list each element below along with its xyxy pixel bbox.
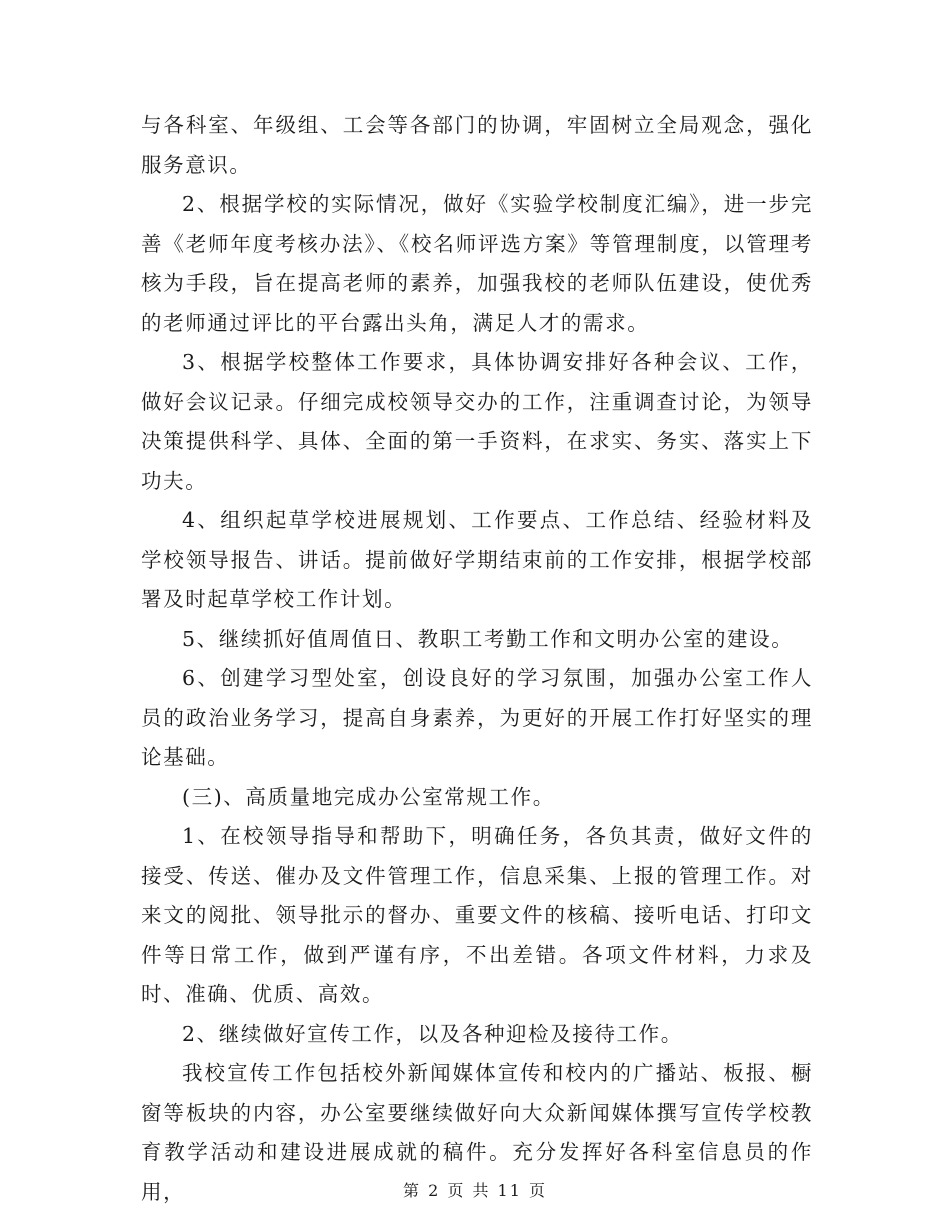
document-body xyxy=(141,106,813,1212)
paragraph-item-3: 3、根据学校整体工作要求，具体协调安排好各种会议、工作，做好会议记录。仔细完成校领导交办的工作，注重调查讨论，为领导决策提供科学、具体、全面的第一手资料，在求实、务实、落实上下功夫。 xyxy=(141,350,813,493)
paragraph-item-5: 5、继续抓好值周值日、教职工考勤工作和文明办公室的建设。 xyxy=(182,626,794,651)
paragraph-continuation: 与各科室、年级组、工会等各部门的协调，牢固树立全局观念，强化服务意识。 xyxy=(141,113,813,177)
paragraph-item-6: 6、创建学习型处室，创设良好的学习氛围，加强办公室工作人员的政治业务学习，提高自身素养，为更好的开展工作打好坚实的理论基础。 xyxy=(141,666,813,769)
paragraph-item-1: 1、在校领导指导和帮助下，明确任务，各负其责，做好文件的接受、传送、催办及文件管理工作，信息采集、上报的管理工作。对来文的阅批、领导批示的督办、重要文件的核稿、接听电话、打印文件等日常工作，做到严谨有序，不出差错。各项文件材料，力求及时、准确、优质、高效。 xyxy=(141,824,813,1006)
paragraph-item-2: 2、根据学校的实际情况，做好《实验学校制度汇编》，进一步完善《老师年度考核办法》、《校名师评选方案》等管理制度，以管理考核为手段，旨在提高老师的素养，加强我校的老师队伍建设，使优秀的老师通过评比的平台露出头角，满足人才的需求。 xyxy=(141,192,813,335)
section-heading: (三)、高质量地完成办公室常规工作。 xyxy=(182,784,555,809)
paragraph-item-4: 4、组织起草学校进展规划、工作要点、工作总结、经验材料及学校领导报告、讲话。提前做好学期结束前的工作安排，根据学校部署及时起草学校工作计划。 xyxy=(141,508,813,611)
paragraph-item-2b: 2、继续做好宣传工作，以及各种迎检及接待工作。 xyxy=(182,1021,683,1046)
page-number-footer: 第 2 页 共 11 页 xyxy=(403,1181,547,1200)
paragraph-publicity: 我校宣传工作包括校外新闻媒体宣传和校内的广播站、板报、橱窗等板块的内容，办公室要继续做好向大众新闻媒体撰写宣传学校教育教学活动和建设进展成就的稿件。充分发挥好各科室信息员的作用， xyxy=(141,1061,813,1204)
